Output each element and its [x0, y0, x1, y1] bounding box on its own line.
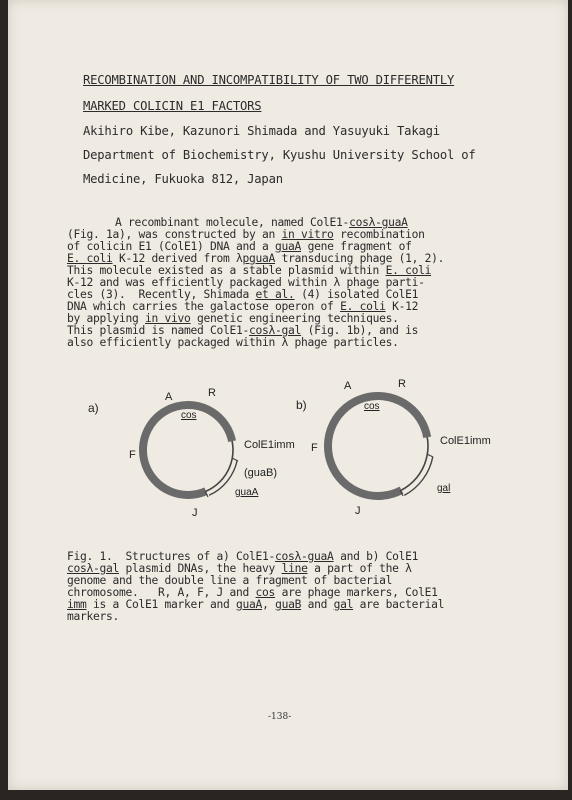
abstract-line: This plasmid is named ColE1-cosλ-gal (Fig. 1b), and is [67, 324, 419, 337]
caption-line: markers. [67, 610, 120, 623]
page-number: -138- [268, 712, 292, 722]
affiliation-line-1: Department of Biochemistry, Kyushu University School of [83, 148, 476, 162]
marker-cos: cos [364, 401, 380, 412]
title-line-2: MARKED COLICIN E1 FACTORS [83, 99, 262, 113]
plasmid-figure [8, 370, 568, 540]
abstract-line: by applying in vivo genetic engineering techniques. [67, 312, 399, 325]
abstract-line: of colicin E1 (ColE1) DNA and a guaA gene fragment of [67, 240, 412, 253]
abstract-line: DNA which carries the galactose operon of E. coli K-12 [67, 300, 419, 313]
marker-cos: cos [181, 410, 197, 421]
affiliation-line-2: Medicine, Fukuoka 812, Japan [83, 172, 283, 186]
abstract-line: A recombinant molecule, named ColE1-cosλ-guaA [115, 216, 408, 229]
marker-gal: gal [437, 483, 451, 494]
abstract-line: This molecule existed as a stable plasmid within E. coli [67, 264, 432, 277]
caption-line: cosλ-gal plasmid DNAs, the heavy line a part of the λ [67, 562, 412, 575]
marker-A: A [344, 380, 352, 392]
marker-J: J [192, 507, 198, 519]
plasmid-b [296, 378, 491, 517]
marker-J: J [355, 505, 361, 517]
marker-R: R [208, 387, 216, 399]
marker-colE1imm: ColE1imm [244, 439, 295, 451]
authors: Akihiro Kibe, Kazunori Shimada and Yasuyuki Takagi [83, 124, 440, 138]
panel-b-label: b) [296, 398, 307, 412]
marker-A: A [165, 391, 173, 403]
abstract-line: cles (3). Recently, Shimada et al. (4) isolated ColE1 [67, 288, 419, 301]
marker-F: F [129, 449, 136, 461]
abstract-line: also efficiently packaged within λ phage particles. [67, 336, 399, 349]
title-line-1: RECOMBINATION AND INCOMPATIBILITY OF TWO DIFFERENTLY [83, 73, 455, 87]
caption-line: Fig. 1. Structures of a) ColE1-cosλ-guaA and b) ColE1 [67, 550, 419, 563]
plasmid-a-fragment-end [232, 458, 238, 461]
marker-guaA: guaA [235, 487, 259, 498]
abstract-line: K-12 and was efficiently packaged within λ phage parti- [67, 276, 425, 289]
marker-R: R [398, 378, 406, 390]
caption-line: chromosome. R, A, F, J and cos are phage markers, ColE1 [67, 586, 438, 599]
abstract-line: E. coli K-12 derived from λpguaA transducing phage (1, 2). [67, 252, 445, 265]
caption-line: genome and the double line a fragment of bacterial [67, 574, 393, 587]
plasmid-a [88, 387, 295, 519]
caption-line: imm is a ColE1 marker and guaA, guaB and gal are bacterial [67, 598, 445, 611]
document-page [8, 0, 568, 790]
marker-F: F [311, 442, 318, 454]
abstract-line: (Fig. 1a), was constructed by an in vitro recombination [67, 228, 425, 241]
panel-a-label: a) [88, 401, 99, 415]
marker-guaB: (guaB) [244, 467, 278, 479]
marker-colE1imm: ColE1imm [440, 435, 491, 447]
